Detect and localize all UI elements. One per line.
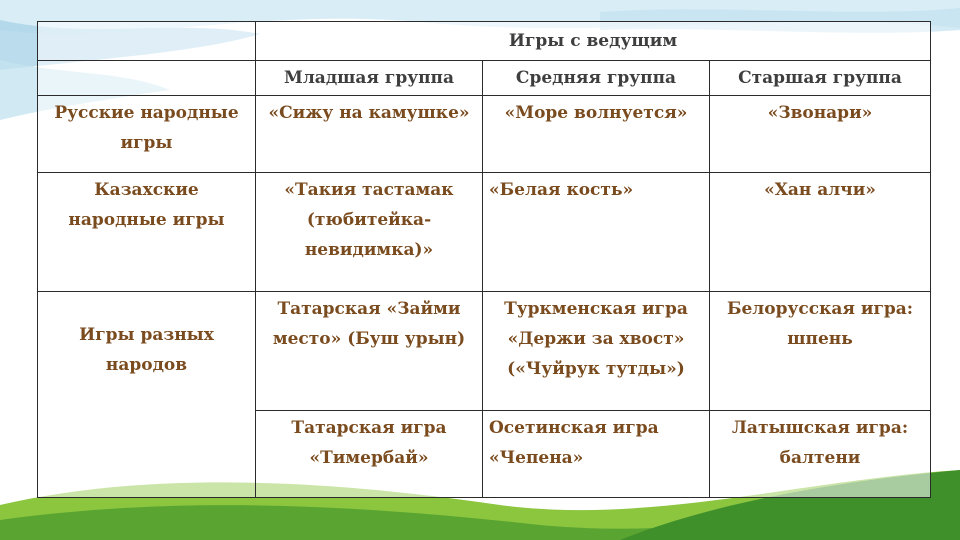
empty-corner-cell — [38, 22, 256, 61]
cell-various-young-a: Татарская «Займи место» (Буш урын) — [256, 292, 483, 411]
cell-various-senior-a: Белорусская игра: шпень — [710, 292, 931, 411]
cell-various-senior-b: Латышская игра: балтени — [710, 411, 931, 498]
cell-kazakh-senior: «Хан алчи» — [710, 173, 931, 292]
row-label-various: Игры разных народов — [38, 292, 256, 498]
row-label-kazakh: Казахские народные игры — [38, 173, 256, 292]
games-table — [37, 21, 931, 498]
cell-russian-middle: «Море волнуется» — [483, 96, 710, 173]
main-header-cell: Игры с ведущим — [256, 22, 931, 61]
empty-corner-cell — [38, 61, 256, 96]
cell-russian-young: «Сижу на камушке» — [256, 96, 483, 173]
cell-kazakh-middle: «Белая кость» — [483, 173, 710, 292]
group-header-senior: Старшая группа — [710, 61, 931, 96]
row-label-russian: Русские народные игры — [38, 96, 256, 173]
cell-various-middle-b: Осетинская игра «Чепена» — [483, 411, 710, 498]
cell-various-middle-a: Туркменская игра «Держи за хвост» («Чуйрук тутды») — [483, 292, 710, 411]
cell-kazakh-young: «Такия тастамак (тюбитейка-невидимка)» — [256, 173, 483, 292]
cell-russian-senior: «Звонари» — [710, 96, 931, 173]
table-row-main-header — [38, 22, 931, 61]
table-row-group-header — [38, 61, 931, 96]
table-row-kazakh — [38, 173, 931, 292]
table-row-various-a — [38, 292, 931, 411]
group-header-young: Младшая группа — [256, 61, 483, 96]
table-row-russian — [38, 96, 931, 173]
cell-various-young-b: Татарская игра «Тимербай» — [256, 411, 483, 498]
group-header-middle: Средняя группа — [483, 61, 710, 96]
